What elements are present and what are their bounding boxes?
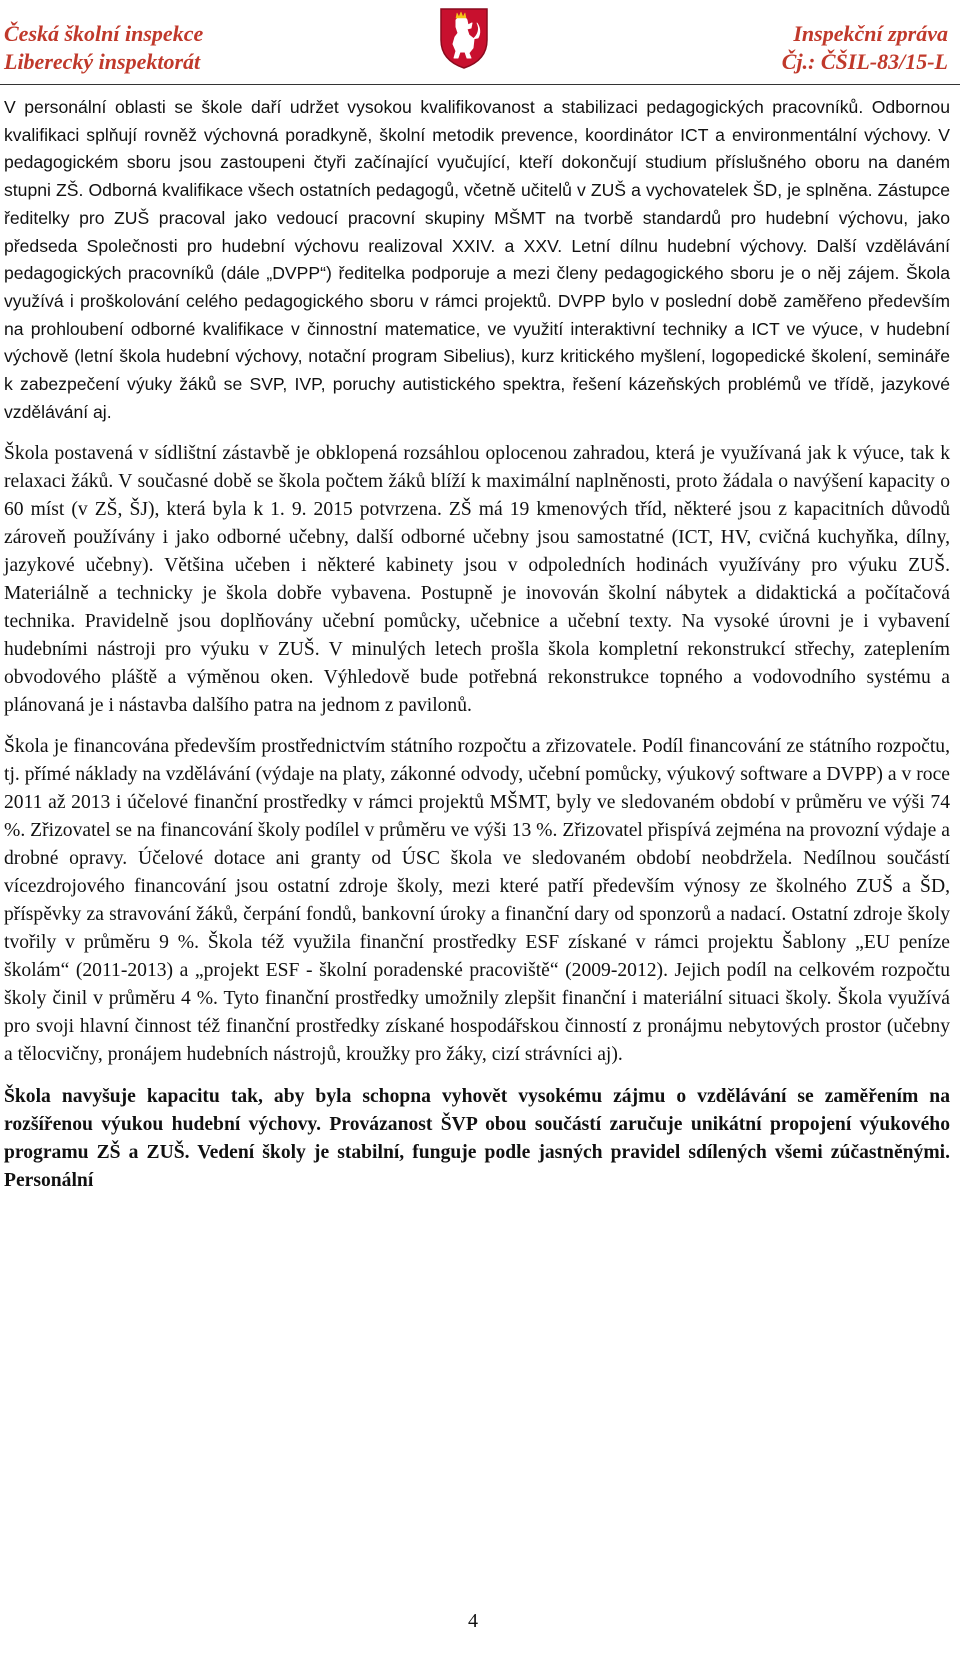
page-number: 4 [468, 1610, 478, 1632]
header-right [782, 20, 948, 76]
institution-name: Česká školní inspekce [4, 21, 204, 46]
reference-number: Čj.: ČŠIL-83/15-L [781, 49, 948, 74]
paragraph-summary-bold: Škola navyšuje kapacitu tak, aby byla schopna vyhovět vysokému zájmu o vzdělávání se zaměřením na rozšířenou výukou hudební výchovy. Provázanost ŠVP obou součástí zaručuje unikátní propojení výukového programu ZŠ a ZUŠ. Vedení školy je stabilní, funguje podle jasných pravidel sdílených všemi zúčastněnými. Personální [4, 1086, 950, 1192]
report-type: Inspekční zpráva [793, 21, 948, 46]
paragraph-facilities: Škola postavená v sídlištní zástavbě je obklopená rozsáhlou oplocenou zahradou, která je využívaná jak k výuce, tak k relaxaci žáků. V současné době se škola počtem žáků blíží k maximální naplněnosti, proto žádala o navýšení kapacity o 60 míst (v ZŠ, ŠJ), která byla k 1. 9. 2015 potvrzena. ZŠ má 19 kmenových tříd, některé jsou z kapacitních důvodů zároveň používány i jako odborné učebny, další odborné učebny jsou samostatné (ICT, HV, cvičná kuchyňka, dílny, jazykové učebny). Většina učeben i některé kabinety jsou v odpoledních hodinách využívány pro výuku ZUŠ. Materiálně a technicky je škola dobře vybavena. Postupně je inovován školní nábytek a didaktická a počítačová technika. Pravidelně jsou doplňovány učební pomůcky, učebnice a učební texty. Na vysoké úrovni je i vybavení hudebními nástroji pro výuku v ZUŠ. V minulých letech prošla škola kompletní rekonstrukcí střechy, zateplením obvodového pláště a výměnou oken. Výhledově bude potřebná rekonstrukce topného a vodovodního systému a plánovaná je i nástavba dalšího patra na jednom z pavilonů. [4, 443, 950, 717]
paragraph-financing: Škola je financována především prostřednictvím státního rozpočtu a zřizovatele. Podíl financování ze státního rozpočtu, tj. přímé náklady na vzdělávání (výdaje na platy, zákonné odvody, učební pomůcky, výukový software a DVPP) a v roce 2011 až 2013 i účelové finanční prostředky v rámci projektů MŠMT, byly ve sledovaném období v průměru ve výši 74 %. Zřizovatel se na financování školy podílel v průměru ve výši 13 %. Zřizovatel přispívá zejména na provozní výdaje a drobné opravy. Účelové dotace ani granty od ÚSC škola ve sledovaném období neobdržela. Nedílnou součástí vícezdrojového financování jsou ostatní zdroje školy, mezi které patří především výnosy ze školného ZUŠ a ŠD, příspěvky za stravování žáků, čerpání fondů, bankovní úroky a finanční dary od sponzorů a nadací. Ostatní zdroje školy tvořily v průměru 9 %. Škola též využila finanční prostředky ESF získané v rámci projektu Šablony „EU peníze školám“ (2011-2013) a „projekt ESF - školní poradenské pracoviště“ (2009-2012). Jejich podíl na celkovém rozpočtu školy činil v průměru 4 %. Tyto finanční prostředky umožnily zlepšit finanční i materiální situaci školy. Škola využívá pro svoji hlavní činnost též finanční prostředky získané hospodářskou činností z pronájmu nebytových prostor (učebny a tělocvičny, pronájem hudebních nástrojů, kroužky pro žáky, cizí strávníci aj). [4, 736, 950, 1066]
inspectorate-name: Liberecký inspektorát [4, 49, 201, 74]
czech-lion-coat-of-arms-icon [438, 6, 490, 70]
header-divider [0, 84, 960, 85]
report-body [4, 94, 950, 1195]
header-left [4, 20, 203, 76]
paragraph-personnel: V personální oblasti se škole daří udržet vysokou kvalifikovanost a stabilizaci pedagogických pracovníků. Odbornou kvalifikaci splňují rovněž výchovná poradkyně, školní metodik prevence, koordinátor ICT a environmentální výchovy. V pedagogickém sboru jsou zastoupeni čtyři začínající vyučující, kteří dokončují studium příslušného oboru na daném stupni ZŠ. Odborná kvalifikace všech ostatních pedagogů, včetně učitelů v ZUŠ a vychovatelek ŠD, je splněna. Zástupce ředitelky pro ZUŠ pracoval jako vedoucí pracovní skupiny MŠMT na tvorbě standardů pro hudební výchovu, jako předseda Společnosti pro hudební výchovu realizoval XXIV. a XXV. Letní dílnu hudební výchovy. Další vzdělávání pedagogických pracovníků (dále „DVPP“) ředitelka podporuje a mezi členy pedagogického sboru je o něj zájem. Škola využívá i proškolování celého pedagogického sboru v rámci projektů. DVPP bylo v poslední době zaměřeno především na prohloubení odborné kvalifikace v činnostní matematice, ve využití interaktivní techniky a ICT ve výuce, v hudební výchově (letní škola hudební výchovy, notační program Sibelius), kurz kritického myšlení, logopedické školení, semináře k zabezpečení výuky žáků se SVP, IVP, poruchy autistického spektra, řešení kázeňských problémů ve třídě, jazykové vzdělávání aj. [4, 97, 950, 422]
